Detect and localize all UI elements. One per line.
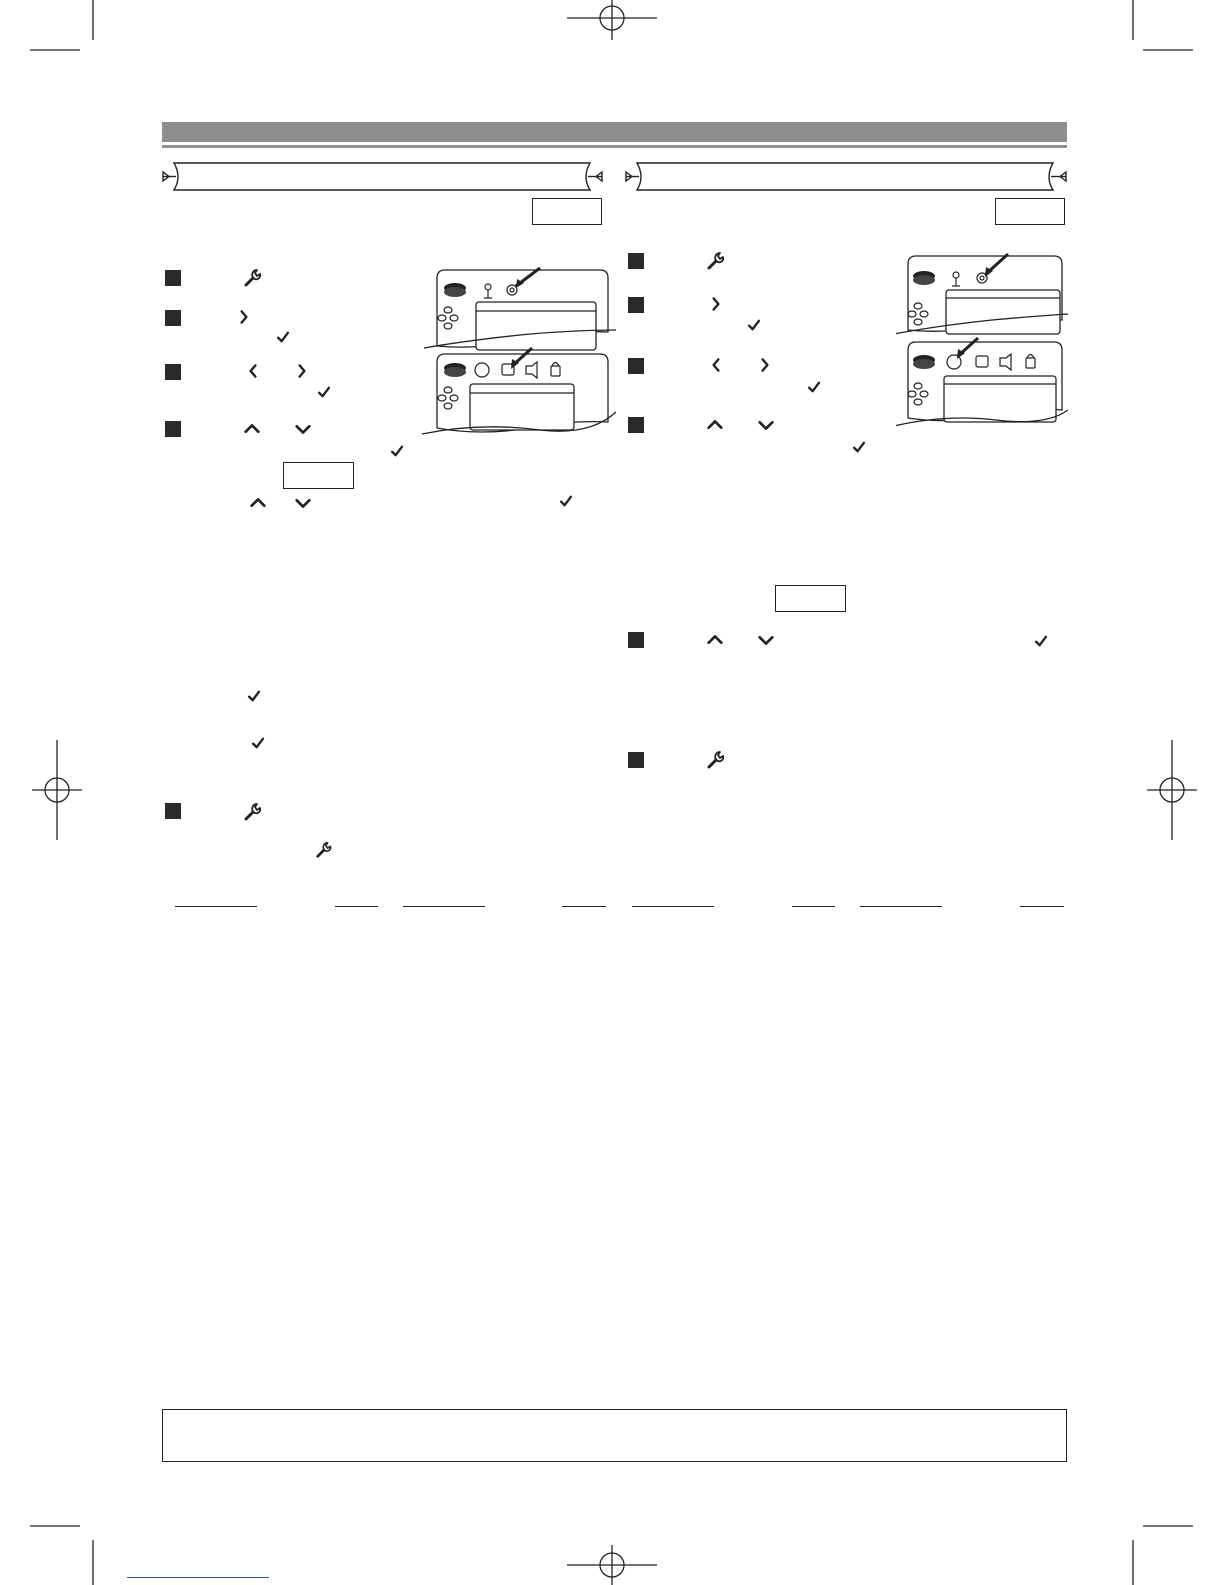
wrench-icon [243, 802, 263, 822]
chevron-right-icon [757, 357, 773, 373]
checkmark-icon [247, 689, 261, 703]
chevron-down-icon [294, 420, 312, 438]
step-marker-4 [628, 417, 644, 433]
step-marker-1 [165, 270, 181, 286]
header-rule [162, 145, 1067, 148]
checkmark-icon [251, 736, 265, 750]
chevron-left-icon [708, 357, 724, 373]
wrench-icon [315, 841, 333, 859]
step-marker-2 [165, 310, 181, 326]
step-marker-2 [628, 297, 644, 313]
chevron-down-icon [757, 631, 775, 649]
setup-menu-illustration-right [896, 250, 1068, 430]
chevron-up-icon [706, 631, 724, 649]
checkmark-icon [317, 385, 331, 399]
step-marker-4 [165, 421, 181, 437]
checkmark-icon [390, 444, 404, 458]
disc-type-badge-right [995, 198, 1065, 225]
checkmark-icon [1034, 634, 1048, 648]
checkmark-icon [807, 380, 821, 394]
step-marker-3 [165, 364, 181, 380]
registration-mark-top [562, 0, 662, 40]
wrench-icon [706, 750, 726, 770]
step-marker-3 [628, 358, 644, 374]
step-marker-5 [165, 803, 181, 819]
chevron-up-icon [249, 494, 267, 512]
chevron-right-icon [294, 363, 310, 379]
wrench-icon [706, 251, 726, 271]
disc-type-badge-inline [775, 585, 846, 612]
step-marker-5 [628, 632, 644, 648]
footer-note-box [162, 1409, 1067, 1462]
chevron-down-icon [757, 416, 775, 434]
step-marker-6 [628, 752, 644, 768]
registration-mark-left [32, 740, 82, 840]
registration-mark-bottom [562, 1545, 662, 1585]
wrench-icon [243, 268, 263, 288]
bottom-link-underline [127, 1577, 269, 1578]
checkmark-icon [852, 440, 866, 454]
chevron-right-icon [236, 309, 252, 325]
registration-mark-right [1147, 740, 1197, 840]
checkmark-icon [747, 318, 761, 332]
disc-type-badge-inline [283, 462, 354, 489]
setup-menu-illustration-left [420, 262, 616, 436]
checkmark-icon [559, 494, 573, 508]
chevron-down-icon [294, 494, 312, 512]
header-bar [162, 122, 1067, 142]
step-marker-1 [628, 253, 644, 269]
checkmark-icon [276, 330, 290, 344]
chevron-up-icon [243, 420, 261, 438]
chevron-up-icon [706, 416, 724, 434]
chevron-left-icon [245, 363, 261, 379]
disc-type-badge-left [532, 198, 602, 225]
chevron-right-icon [708, 296, 724, 312]
